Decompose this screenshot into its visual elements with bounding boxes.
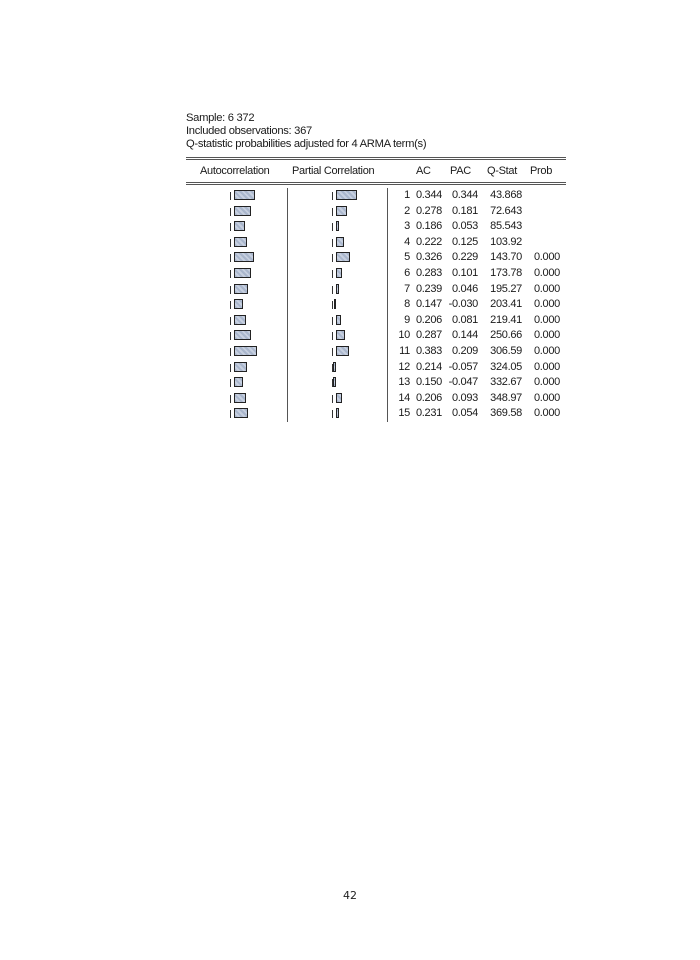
pac-value: 0.054 [451, 407, 478, 420]
qstat-value: 369.58 [490, 407, 522, 420]
partial-correlation-zero-tick [332, 410, 333, 418]
prob-value: 0.000 [533, 329, 560, 342]
partial-correlation-zero-tick [332, 239, 333, 247]
ac-value: 0.344 [415, 189, 442, 201]
correlogram-row [186, 297, 566, 313]
partial-correlation-zero-tick [332, 254, 333, 262]
partial-correlation-bar [336, 330, 345, 340]
header-qstat: Q-Stat [487, 165, 517, 177]
ac-value: 0.278 [415, 204, 442, 217]
correlogram-panel [186, 112, 566, 422]
partial-correlation-zero-tick [332, 332, 333, 340]
autocorrelation-bar [234, 362, 247, 372]
autocorrelation-zero-tick [230, 192, 231, 200]
lag-cell: 4 [404, 235, 410, 248]
autocorrelation-bar [234, 252, 254, 262]
autocorrelation-bar [234, 299, 243, 309]
correlogram-row [186, 328, 566, 344]
prob-value: 0.000 [533, 266, 560, 279]
pac-value: 0.053 [451, 220, 478, 233]
partial-correlation-bar [334, 299, 336, 309]
qstat-value: 324.05 [490, 360, 522, 373]
autocorrelation-bar [234, 330, 251, 340]
partial-correlation-zero-tick [332, 301, 333, 309]
qstat-value: 143.70 [490, 251, 522, 264]
autocorrelation-zero-tick [230, 410, 231, 418]
partial-correlation-bar [336, 268, 342, 278]
autocorrelation-zero-tick [230, 348, 231, 356]
qstat-value: 348.97 [490, 391, 522, 404]
correlogram-row [186, 235, 566, 251]
pac-value: 0.181 [451, 204, 478, 217]
prob-value: 0.000 [533, 376, 560, 389]
qstat-value: 43.868 [490, 189, 522, 201]
ac-value: 0.287 [415, 329, 442, 342]
column-header-row [186, 160, 566, 182]
autocorrelation-zero-tick [230, 379, 231, 387]
observations-text: Included observations: 367 [186, 125, 312, 137]
correlogram-row [186, 266, 566, 282]
correlogram-row [186, 375, 566, 391]
qstat-value: 219.41 [490, 313, 522, 326]
pac-value: 0.046 [451, 282, 478, 295]
pac-value: -0.047 [448, 376, 478, 389]
partial-correlation-zero-tick [332, 192, 333, 200]
ac-value: 0.214 [415, 360, 442, 373]
lag-cell: 7 [404, 282, 410, 295]
partial-correlation-bar [336, 284, 339, 294]
header-partial-correlation: Partial Correlation [292, 165, 375, 177]
pac-value: 0.344 [451, 189, 478, 201]
correlogram-row [186, 391, 566, 407]
autocorrelation-bar [234, 408, 248, 418]
partial-correlation-bar [336, 206, 347, 216]
partial-correlation-zero-tick [332, 270, 333, 278]
autocorrelation-bar [234, 190, 255, 200]
autocorrelation-zero-tick [230, 208, 231, 216]
autocorrelation-bar [234, 284, 248, 294]
ac-value: 0.206 [415, 313, 442, 326]
qstat-value: 72.643 [490, 204, 522, 217]
pac-value: -0.030 [448, 298, 478, 311]
partial-correlation-zero-tick [332, 223, 333, 231]
lag-cell: 13 [398, 376, 410, 389]
partial-correlation-bar [336, 315, 341, 325]
lag-cell: 8 [404, 298, 410, 311]
autocorrelation-bar [234, 268, 251, 278]
ac-value: 0.239 [415, 282, 442, 295]
partial-correlation-bar [336, 408, 339, 418]
qstat-value: 332.67 [490, 376, 522, 389]
partial-correlation-bar [336, 190, 357, 200]
lag-cell: 1 [404, 189, 410, 201]
header-rule [186, 182, 566, 185]
prob-value: 0.000 [533, 391, 560, 404]
header-ac: AC [416, 165, 431, 177]
qstat-value: 306.59 [490, 344, 522, 357]
sample-text: Sample: 6 372 [186, 112, 255, 124]
autocorrelation-zero-tick [230, 239, 231, 247]
correlogram-row [186, 204, 566, 220]
pac-value: 0.081 [451, 313, 478, 326]
partial-correlation-bar [336, 221, 339, 231]
autocorrelation-zero-tick [230, 364, 231, 372]
correlogram-row [186, 344, 566, 360]
autocorrelation-zero-tick [230, 270, 231, 278]
ac-value: 0.383 [415, 344, 442, 357]
prob-value: 0.000 [533, 344, 560, 357]
autocorrelation-zero-tick [230, 301, 231, 309]
prob-value: 0.000 [533, 407, 560, 420]
partial-correlation-zero-tick [332, 395, 333, 403]
autocorrelation-bar [234, 237, 247, 247]
autocorrelation-zero-tick [230, 332, 231, 340]
correlogram-row [186, 219, 566, 235]
autocorrelation-bar [234, 346, 257, 356]
correlogram-row [186, 313, 566, 329]
partial-correlation-zero-tick [332, 348, 333, 356]
partial-correlation-bar [336, 346, 349, 356]
prob-value: 0.000 [533, 360, 560, 373]
partial-correlation-zero-tick [332, 208, 333, 216]
lag-cell: 3 [404, 220, 410, 233]
lag-cell: 11 [399, 344, 410, 357]
autocorrelation-bar [234, 206, 251, 216]
lag-cell: 14 [398, 391, 410, 404]
qstat-value: 195.27 [490, 282, 522, 295]
autocorrelation-bar [234, 315, 246, 325]
ac-value: 0.231 [415, 407, 442, 420]
prob-value: 0.000 [533, 298, 560, 311]
ac-value: 0.186 [415, 220, 442, 233]
partial-correlation-bar [333, 377, 336, 387]
qstat-value: 250.66 [490, 329, 522, 342]
page-number: 42 [343, 889, 357, 902]
header-pac: PAC [450, 165, 471, 177]
partial-correlation-bar [336, 393, 342, 403]
correlogram-row [186, 188, 566, 204]
lag-cell: 9 [404, 313, 410, 326]
correlogram-rows [186, 188, 566, 422]
correlogram-row [186, 250, 566, 266]
lag-cell: 12 [398, 360, 410, 373]
prob-value: 0.000 [533, 282, 560, 295]
lag-cell: 5 [404, 251, 410, 264]
autocorrelation-zero-tick [230, 317, 231, 325]
autocorrelation-zero-tick [230, 223, 231, 231]
autocorrelation-zero-tick [230, 254, 231, 262]
correlogram-row [186, 282, 566, 298]
autocorrelation-bar [234, 393, 246, 403]
autocorrelation-bar [234, 377, 243, 387]
header-prob: Prob [530, 165, 553, 177]
correlogram-row [186, 406, 566, 422]
lag-cell: 10 [398, 329, 410, 342]
autocorrelation-bar [234, 221, 245, 231]
partial-correlation-zero-tick [332, 317, 333, 325]
header-autocorrelation: Autocorrelation [200, 165, 270, 177]
partial-correlation-bar [336, 252, 350, 262]
qstat-value: 173.78 [490, 266, 522, 279]
pac-value: 0.093 [451, 391, 478, 404]
ac-value: 0.147 [415, 298, 442, 311]
lag-cell: 6 [404, 266, 410, 279]
qstat-value: 203.41 [490, 298, 522, 311]
lag-cell: 2 [404, 204, 410, 217]
ac-value: 0.326 [415, 251, 442, 264]
ac-value: 0.222 [415, 235, 442, 248]
ac-value: 0.206 [415, 391, 442, 404]
pac-value: 0.209 [451, 344, 478, 357]
autocorrelation-zero-tick [230, 395, 231, 403]
prob-value: 0.000 [533, 313, 560, 326]
ac-value: 0.150 [415, 376, 442, 389]
ac-value: 0.283 [415, 266, 442, 279]
partial-correlation-bar [336, 237, 344, 247]
pac-value: 0.229 [451, 251, 478, 264]
pac-value: -0.057 [448, 360, 478, 373]
qstat-value: 85.543 [490, 220, 522, 233]
autocorrelation-zero-tick [230, 286, 231, 294]
adjustment-note: Q-statistic probabilities adjusted for 4 ARMA term(s) [186, 138, 427, 150]
pac-value: 0.144 [451, 329, 478, 342]
prob-value: 0.000 [533, 251, 560, 264]
partial-correlation-bar [333, 362, 336, 372]
qstat-value: 103.92 [490, 235, 522, 248]
partial-correlation-zero-tick [332, 286, 333, 294]
lag-cell: 15 [398, 407, 410, 420]
pac-value: 0.101 [451, 266, 478, 279]
correlogram-row [186, 360, 566, 376]
pac-value: 0.125 [451, 235, 478, 248]
